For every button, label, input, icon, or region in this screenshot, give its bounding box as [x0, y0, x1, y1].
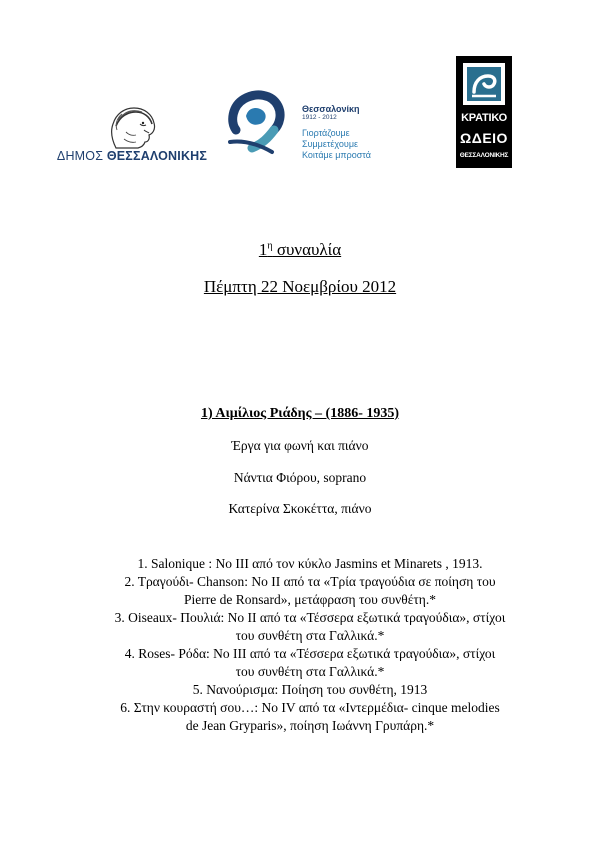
program-item-line: 1. Salonique : No III από τον κύκλο Jasmins et Minarets , 1913.	[137, 556, 483, 571]
program-item-line: de Jean Gryparis», ποίηση Ιωάννη Γρυπάρη.*	[185, 718, 435, 733]
program-item-line: του συνθέτη στα Γαλλικά.*	[235, 664, 385, 679]
program-item	[100, 699, 520, 735]
dimos-logo-word-b: ΘΕΣΣΑΛΟΝΙΚΗΣ	[106, 149, 208, 163]
program-item-line: 3. Oiseaux- Πουλιά: No II από τα «Τέσσερα εξωτικά τραγούδια», στίχοι	[114, 610, 506, 625]
concert-number-suffix: η	[267, 240, 273, 252]
anniversary-slogan-1: Γιορτάζουμε	[302, 128, 350, 138]
program-item-line: 2. Τραγούδι- Chanson: No II από τα «Τρία τραγούδια σε ποίηση του	[124, 574, 496, 589]
odeio-word-2: ΩΔΕΙΟ	[460, 130, 508, 146]
program-item-line: Pierre de Ronsard», μετάφραση του συνθέτη.*	[184, 592, 436, 607]
program-item	[100, 573, 520, 609]
anniversary-nine-icon	[224, 86, 300, 162]
odeio-word-1: ΚΡΑΤΙΚΟ	[461, 112, 507, 124]
performer-soprano: Νάντια Φιόρου, soprano	[233, 470, 367, 485]
anniversary-logo-text	[302, 104, 371, 161]
works-description: Έργα για φωνή και πιάνο	[231, 438, 369, 453]
odeio-word-3: ΘΕΣΣΑΛΟΝΙΚΗΣ	[459, 152, 509, 159]
concert-title-text: συναυλία	[272, 240, 342, 259]
dimos-logo-word-a: ΔΗΜΟΣ	[56, 149, 104, 163]
program-list	[100, 555, 520, 735]
concert-number: 1	[258, 240, 268, 259]
concert-date: Πέμπτη 22 Νοεμβρίου 2012	[203, 277, 397, 296]
program-item	[100, 645, 520, 681]
program-item	[100, 681, 520, 699]
program-item-line: 6. Στην κουραστή σου…: No IV από τα «Ιντερμέδια- cinque melodies	[120, 700, 500, 715]
odeio-emblem-icon	[462, 62, 506, 106]
kratiko-odeio-logo	[456, 56, 512, 168]
program-item	[100, 555, 520, 573]
anniversary-city: Θεσσαλονίκη	[302, 104, 360, 114]
dimos-logo-text	[48, 149, 216, 163]
alexander-head-icon	[102, 104, 162, 150]
concert-title	[0, 240, 600, 260]
performer-piano: Κατερίνα Σκοκέττα, πιάνο	[228, 501, 372, 516]
program-item-line: 4. Roses- Ρόδα: No III από τα «Τέσσερα εξωτικά τραγούδια», στίχοι	[124, 646, 496, 661]
program-item	[100, 609, 520, 645]
dimos-thessalonikis-logo	[48, 104, 216, 166]
anniversary-years: 1912 - 2012	[302, 114, 337, 121]
program-item-line: του συνθέτη στα Γαλλικά.*	[235, 628, 385, 643]
composer-heading: 1) Αιμίλιος Ριάδης – (1886- 1935)	[200, 406, 400, 421]
thessaloniki-anniversary-logo	[224, 86, 394, 162]
anniversary-slogan-2: Συμμετέχουμε	[302, 139, 359, 149]
anniversary-slogan-3: Κοιτάμε μπροστά	[302, 150, 371, 160]
program-item-line: 5. Νανούρισμα: Ποίηση του συνθέτη, 1913	[192, 682, 428, 697]
